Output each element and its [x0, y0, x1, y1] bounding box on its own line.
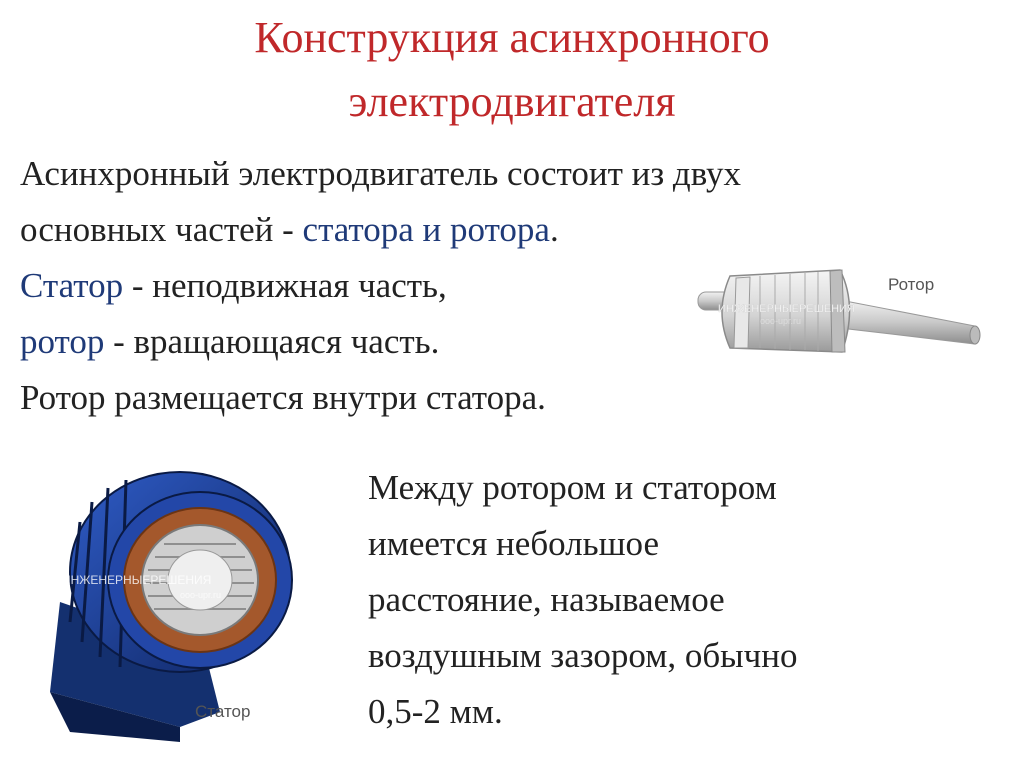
stator-watermark: ИНЖЕНЕРНЫЕРЕШЕНИЯ — [62, 573, 212, 587]
intro-line-2 — [20, 202, 980, 258]
intro-line-2-highlight: статора и ротора — [302, 210, 550, 249]
air-gap-line-2: имеется небольшое — [368, 524, 660, 563]
air-gap-line-5: 0,5-2 мм. — [368, 692, 503, 731]
slide-title — [0, 6, 1024, 134]
air-gap-line-4: воздушным зазором, обычно — [368, 636, 798, 675]
stator-watermark-sub: ooo-upr.ru — [180, 590, 222, 600]
stator-term: Статор — [20, 266, 124, 305]
stator-label: Статор — [195, 702, 251, 721]
air-gap-line-3: расстояние, называемое — [368, 580, 725, 619]
rotor-term: ротор — [20, 322, 105, 361]
rotor-watermark-sub: ooo-upr.ru — [760, 316, 802, 326]
air-gap-text — [368, 460, 988, 740]
rotor-definition: - вращающаяся часть. — [104, 322, 440, 361]
intro-line-5: Ротор размещается внутри статора. — [20, 378, 546, 417]
rotor-label: Ротор — [888, 275, 935, 294]
stator-definition: - неподвижная часть, — [123, 266, 447, 305]
stator-image — [30, 462, 320, 742]
title-line-1: Конструкция асинхронного — [254, 13, 770, 62]
title-line-2: электродвигателя — [348, 77, 676, 126]
intro-line-2-end: . — [549, 210, 559, 249]
rotor-watermark: ИНЖЕНЕРНЫЕРЕШЕНИЯ — [718, 303, 855, 315]
intro-line-1: Асинхронный электродвигатель состоит из двух — [20, 154, 742, 193]
rotor-image — [690, 256, 990, 366]
air-gap-line-1: Между ротором и статором — [368, 468, 777, 507]
intro-line-2-text: основных частей - — [20, 210, 303, 249]
